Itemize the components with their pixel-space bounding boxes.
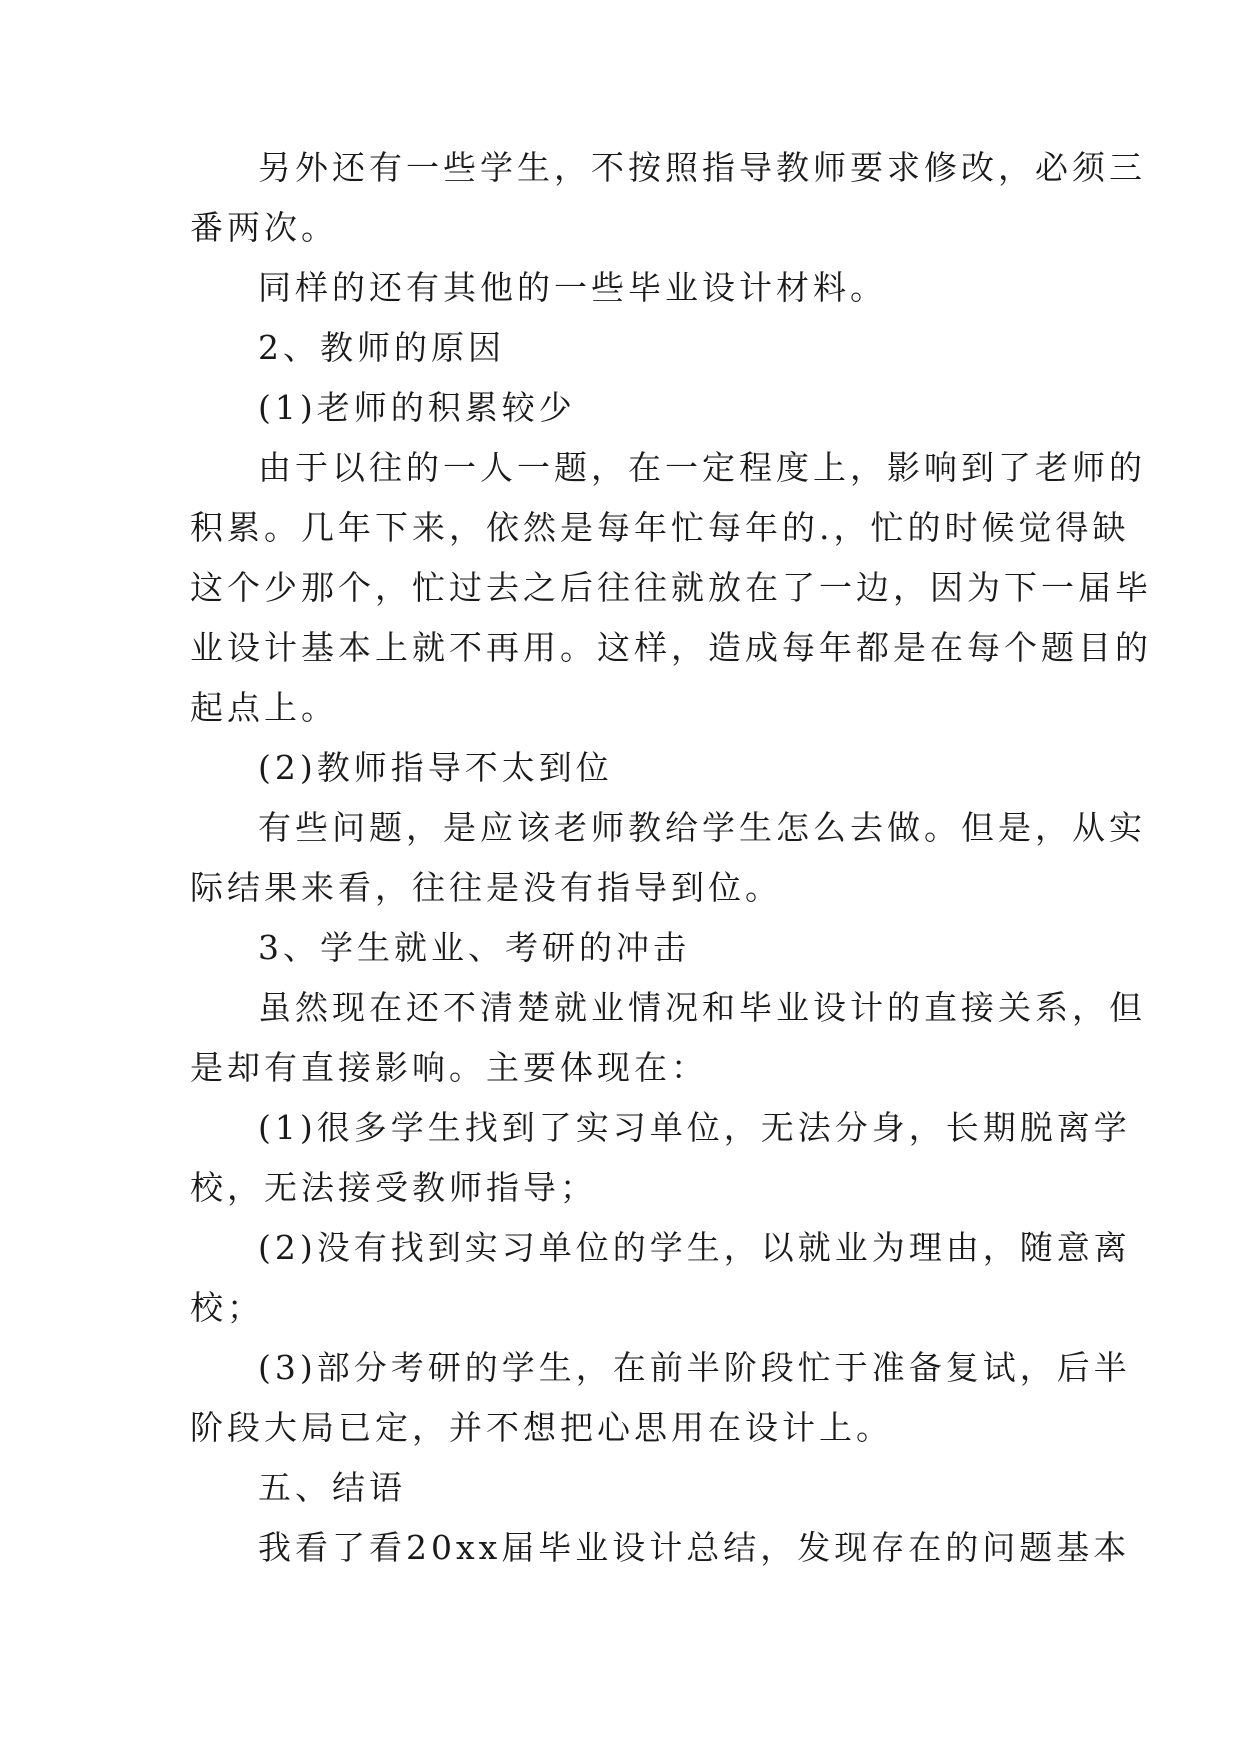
text-line: 同样的还有其他的一些毕业设计材料。 (258, 268, 887, 307)
text-line: 这个少那个，忙过去之后往往就放在了一边，因为下一届毕 (190, 568, 1152, 607)
text-line: 阶段大局已定，并不想把心思用在设计上。 (190, 1408, 893, 1447)
text-line: (1)老师的积累较少 (258, 388, 576, 427)
text-line: 由于以往的一人一题，在一定程度上，影响到了老师的 (258, 448, 1146, 487)
text-line: (1)很多学生找到了实习单位，无法分身，长期脱离学 (258, 1108, 1131, 1147)
text-line: 五、结语 (258, 1468, 406, 1507)
text-line: 校； (190, 1288, 264, 1327)
text-line: 积累。几年下来，依然是每年忙每年的.，忙的时候觉得缺 (190, 508, 1130, 547)
text-line: (2)没有找到实习单位的学生，以就业为理由，随意离 (258, 1228, 1131, 1267)
text-line: 3、学生就业、考研的冲击 (258, 928, 690, 967)
text-line: (3)部分考研的学生，在前半阶段忙于准备复试，后半 (258, 1348, 1131, 1387)
text-line: 我看了看20xx届毕业设计总结，发现存在的问题基本 (258, 1528, 1131, 1567)
text-line: 校，无法接受教师指导； (190, 1168, 597, 1207)
text-line: 有些问题，是应该老师教给学生怎么去做。但是，从实 (258, 808, 1146, 847)
text-line: 是却有直接影响。主要体现在： (190, 1048, 708, 1087)
text-line: 虽然现在还不清楚就业情况和毕业设计的直接关系，但 (258, 988, 1146, 1027)
text-line: 际结果来看，往往是没有指导到位。 (190, 868, 782, 907)
text-line: (2)教师指导不太到位 (258, 748, 613, 787)
text-line: 番两次。 (190, 208, 338, 247)
text-line: 起点上。 (190, 688, 338, 727)
text-line: 另外还有一些学生，不按照指导教师要求修改，必须三 (258, 148, 1146, 187)
text-line: 2、教师的原因 (258, 328, 505, 367)
text-line: 业设计基本上就不再用。这样，造成每年都是在每个题目的 (190, 628, 1152, 667)
